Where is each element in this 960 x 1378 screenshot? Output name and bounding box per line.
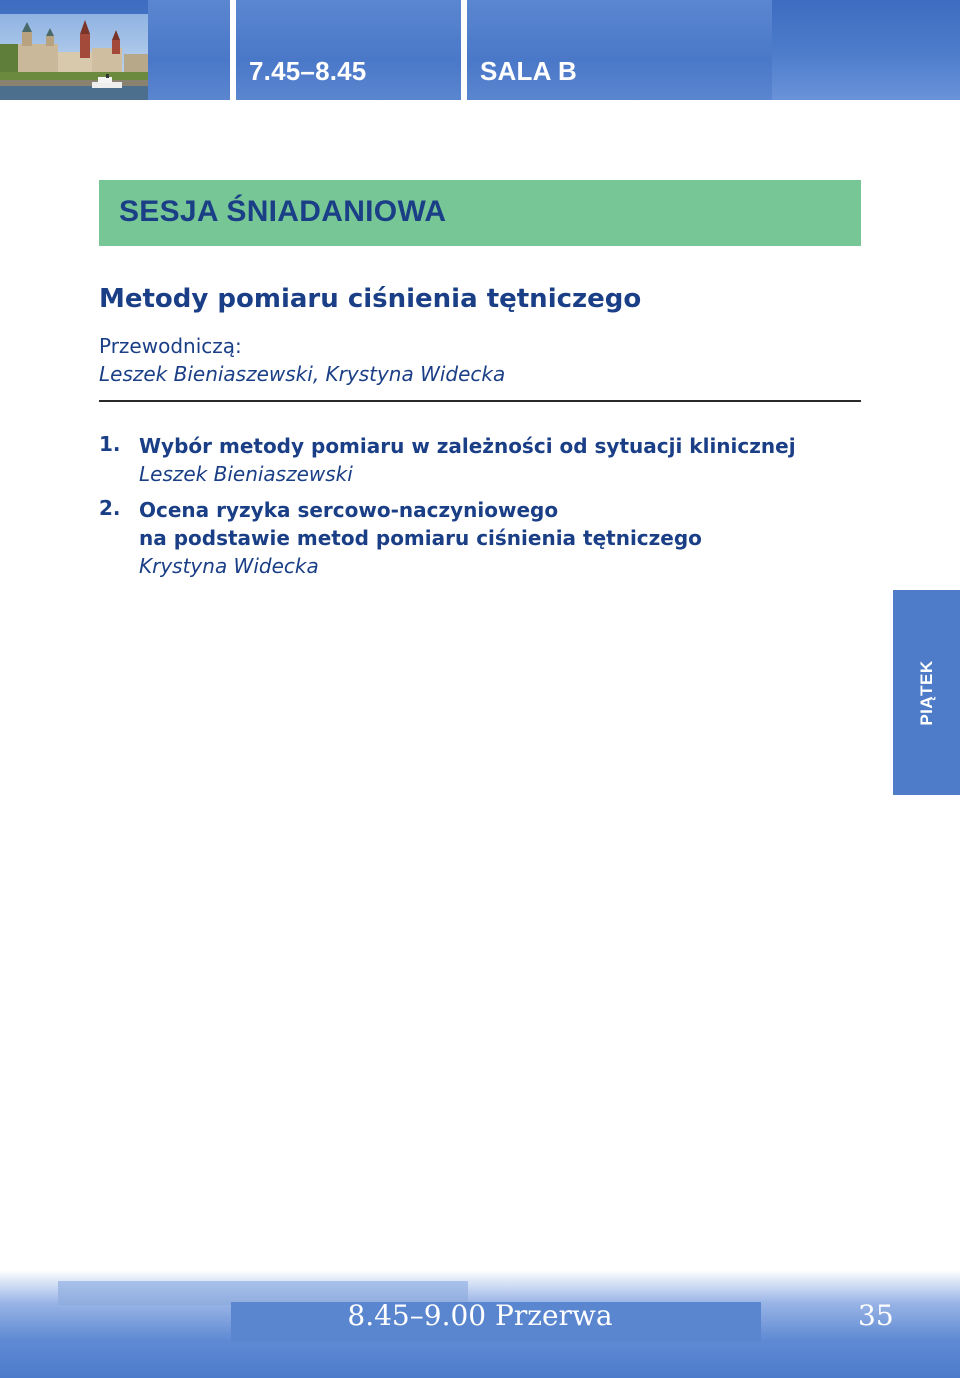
day-label: PIĄTEK [916, 659, 936, 726]
page-number: 35 [858, 1299, 894, 1332]
session-name: SESJA ŚNIADANIOWA [119, 195, 447, 228]
divider-line [99, 400, 861, 402]
city-photo [0, 14, 148, 100]
header-block-left [148, 0, 230, 100]
session-time: 7.45–8.45 [249, 56, 367, 86]
day-tab [893, 590, 960, 795]
item-title-line-2: na podstawie metod pomiaru ciśnienia tętniczego [139, 526, 702, 550]
item-number: 1. [99, 432, 121, 456]
session-banner [99, 180, 861, 246]
item-number: 2. [99, 496, 121, 520]
room-label: SALA B [480, 56, 578, 86]
item-body [139, 496, 859, 580]
item-title: Wybór metody pomiaru w zależności od sytuacji klinicznej [139, 434, 796, 458]
item-author: Leszek Bieniaszewski [139, 462, 353, 486]
next-session-text: 8.45–9.00 Przerwa [347, 1299, 613, 1332]
chair-label: Przewodniczą: [99, 334, 242, 358]
item-body [139, 432, 859, 488]
item-title-line-1: Ocena ryzyka sercowo-naczyniowego [139, 498, 559, 522]
session-title: Metody pomiaru ciśnienia tętniczego [99, 284, 642, 314]
chair-names: Leszek Bieniaszewski, Krystyna Widecka [99, 362, 506, 386]
item-author: Krystyna Widecka [139, 554, 319, 578]
